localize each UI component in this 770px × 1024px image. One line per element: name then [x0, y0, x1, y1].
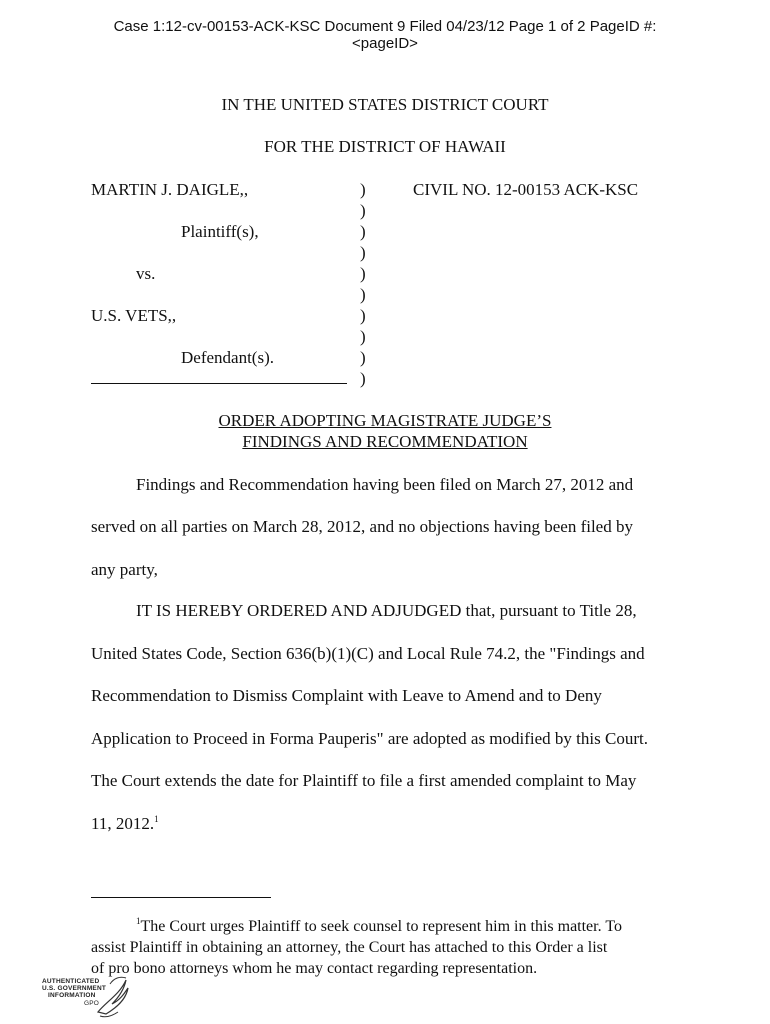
caption-paren: ): [360, 180, 366, 199]
defendant-role: Defendant(s).: [181, 348, 274, 367]
caption-paren: ): [360, 201, 366, 220]
footnote-marker: 1: [136, 916, 141, 926]
caption-paren: ): [360, 222, 366, 241]
plaintiff-name: MARTIN J. DAIGLE,,: [91, 180, 249, 199]
civil-case-number: CIVIL NO. 12-00153 ACK-KSC: [413, 180, 639, 199]
order-title-line2: FINDINGS AND RECOMMENDATION: [242, 432, 528, 451]
caption-paren: ): [360, 369, 366, 388]
seal-text-line4: GPO: [84, 1000, 100, 1007]
caption-paren: ): [360, 327, 366, 346]
body-line: IT IS HEREBY ORDERED AND ADJUDGED that, pursuant to Title 28,: [136, 601, 637, 620]
caption-paren: ): [360, 285, 366, 304]
caption-paren: ): [360, 306, 366, 325]
body-line: Application to Proceed in Forma Pauperis" are adopted as modified by this Court.: [91, 729, 648, 748]
footnote-line1: [136, 916, 622, 937]
court-heading-line2: FOR THE DISTRICT OF HAWAII: [264, 137, 506, 156]
versus-label: vs.: [136, 264, 156, 283]
body-line: The Court extends the date for Plaintiff to file a first amended complaint to May: [91, 771, 637, 790]
footnote-rule: [91, 897, 271, 898]
filing-header-line2: <pageID>: [352, 35, 418, 52]
court-heading-line1: IN THE UNITED STATES DISTRICT COURT: [221, 95, 549, 114]
gpo-authentication-seal: [40, 972, 135, 1020]
filing-header-line1: Case 1:12-cv-00153-ACK-KSC Document 9 Filed 04/23/12 Page 1 of 2 PageID #:: [113, 18, 657, 35]
caption-rule: [91, 383, 347, 384]
seal-text-line3: INFORMATION: [48, 992, 96, 999]
body-line: any party,: [91, 560, 158, 579]
body-last-line: [91, 814, 159, 834]
body-line-text: 11, 2012.: [91, 814, 155, 833]
defendant-name: U.S. VETS,,: [91, 306, 177, 325]
body-line: United States Code, Section 636(b)(1)(C) and Local Rule 74.2, the "Findings and: [91, 644, 645, 663]
caption-paren: ): [360, 264, 366, 283]
footnote-line3: of pro bono attorneys whom he may contact regarding representation.: [91, 960, 538, 977]
caption-paren: ): [360, 243, 366, 262]
order-title-line1: ORDER ADOPTING MAGISTRATE JUDGE’S: [218, 411, 552, 430]
seal-text-line1: AUTHENTICATED: [42, 978, 100, 985]
caption-paren: ): [360, 348, 366, 367]
body-line: served on all parties on March 28, 2012, and no objections having been filed by: [91, 517, 633, 536]
seal-text-line2: U.S. GOVERNMENT: [42, 985, 107, 992]
body-line: Findings and Recommendation having been filed on March 27, 2012 and: [136, 475, 634, 494]
footnote-line1-text: The Court urges Plaintiff to seek counsel to represent him in this matter. To: [140, 918, 622, 935]
footnote-reference: 1: [154, 814, 159, 824]
footnote-line2: assist Plaintiff in obtaining an attorney, the Court has attached to this Order a list: [91, 939, 608, 956]
plaintiff-role: Plaintiff(s),: [181, 222, 259, 241]
body-line: Recommendation to Dismiss Complaint with Leave to Amend and to Deny: [91, 686, 602, 705]
